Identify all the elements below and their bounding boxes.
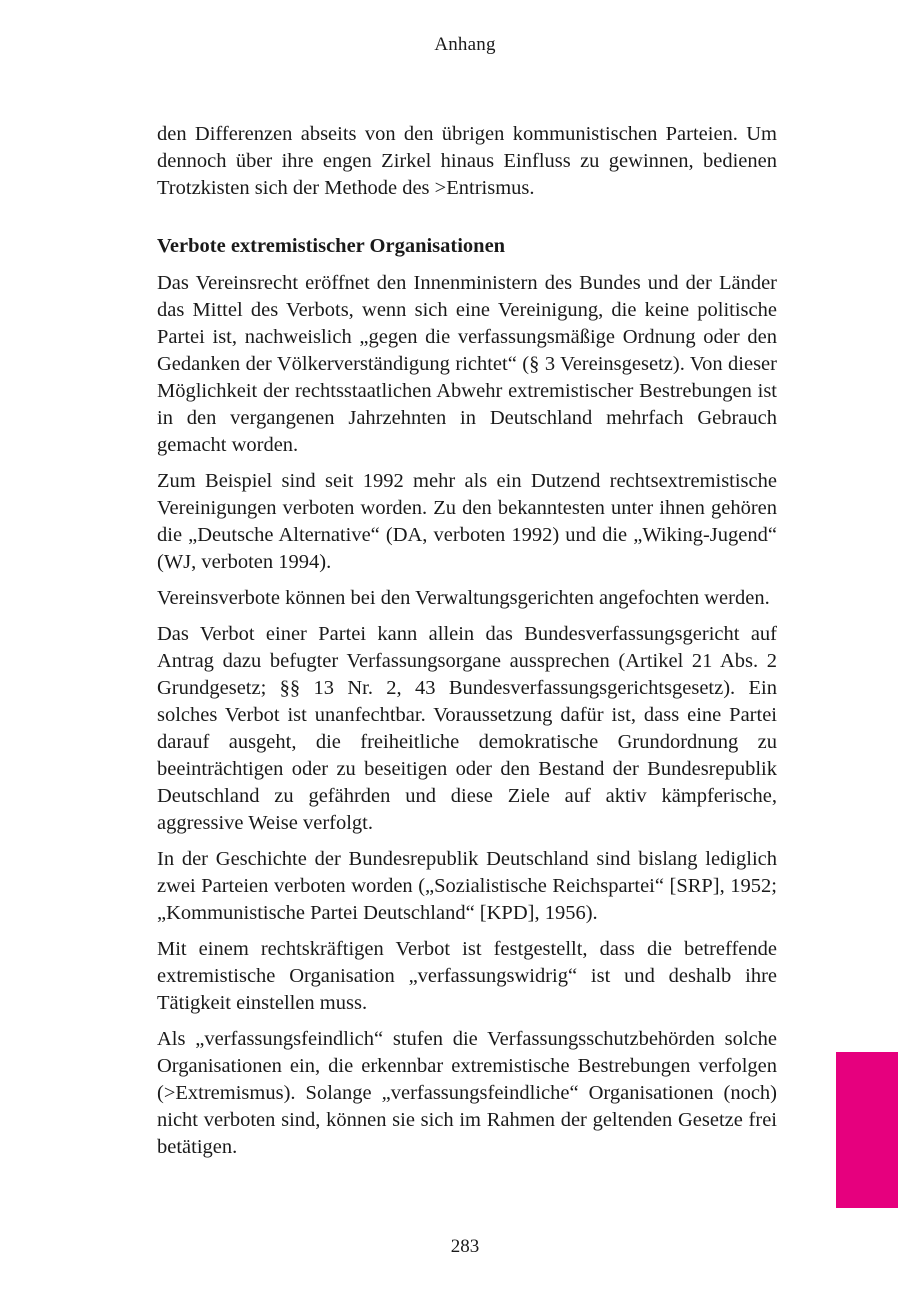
paragraph-beispiel-verbote: Zum Beispiel sind seit 1992 mehr als ein Dutzend rechtsextremistische Vereinigungen verboten worden. Zu den bekanntesten unter ihnen gehören die „Deutsche Alternative“ (DA, verboten 1992) und die „Wiking-Jugend“ (WJ, verboten 1994). (157, 470, 777, 573)
paragraph-rechtskraeftiges-verbot: Mit einem rechtskräftigen Verbot ist festgestellt, dass die betreffende extremistische Organisation „verfassungswidrig“ ist und deshalb ihre Tätigkeit einstellen muss. (157, 938, 777, 1014)
continued-paragraph-block (157, 121, 777, 202)
section-heading: Verbote extremistischer Organisationen (157, 235, 506, 257)
paragraph-vereinsrecht: Das Vereinsrecht eröffnet den Innenministern des Bundes und der Länder das Mittel des Verbots, wenn sich eine Vereinigung, die keine politische Partei ist, nachweislich „gegen die verfassungsmäßige Ordnung oder den Gedanken der Völkerverständigung richtet“ (§ 3 Vereinsgesetz). Von dieser Möglichkeit der rechtsstaatlichen Abwehr extremistischer Bestrebungen ist in den vergangenen Jahrzehnten in Deutschland mehrfach Gebrauch gemacht worden. (157, 272, 777, 456)
paragraph-geschichte-verbote: In der Geschichte der Bundesrepublik Deutschland sind bislang lediglich zwei Parteien verboten worden („Sozialistische Reichspartei“ [SRP], 1952; „Kommunistische Partei Deutschland“ [KPD], 1956). (157, 848, 777, 924)
paragraph-vereinsverbote-anfechtung: Vereinsverbote können bei den Verwaltungsgerichten angefochten werden. (157, 587, 770, 609)
running-header: Anhang (434, 34, 496, 55)
page-number: 283 (450, 1236, 480, 1257)
thumb-index-tab (836, 1052, 898, 1208)
section-body (157, 270, 777, 1170)
paragraph-parteiverbot: Das Verbot einer Partei kann allein das Bundesverfassungsgericht auf Antrag dazu befugter Verfassungsorgane aussprechen (Artikel 21 Abs. 2 Grundgesetz; §§ 13 Nr. 2, 43 Bundesverfassungsgerichtsgesetz). Ein solches Verbot ist unanfechtbar. Voraussetzung dafür ist, dass eine Partei darauf ausgeht, die freiheitliche demokratische Grundordnung zu beeinträchtigen oder zu beseitigen oder den Bestand der Bundesrepublik Deutschland zu gefährden und diese Ziele auf aktiv kämpferische, aggressive Weise verfolgt. (157, 623, 777, 834)
continued-paragraph: den Differenzen abseits von den übrigen kommunistischen Parteien. Um dennoch über ihre engen Zirkel hinaus Einfluss zu gewinnen, bedienen Trotzkisten sich der Methode des >Entrismus. (157, 123, 777, 199)
paragraph-verfassungsfeindlich: Als „verfassungsfeindlich“ stufen die Verfassungsschutzbehörden solche Organisationen ein, die erkennbar extremistische Bestrebungen verfolgen (>Extremismus). Solange „verfassungsfeindliche“ Organisationen (noch) nicht verboten sind, können sie sich im Rahmen der geltenden Gesetze frei betätigen. (157, 1028, 777, 1158)
